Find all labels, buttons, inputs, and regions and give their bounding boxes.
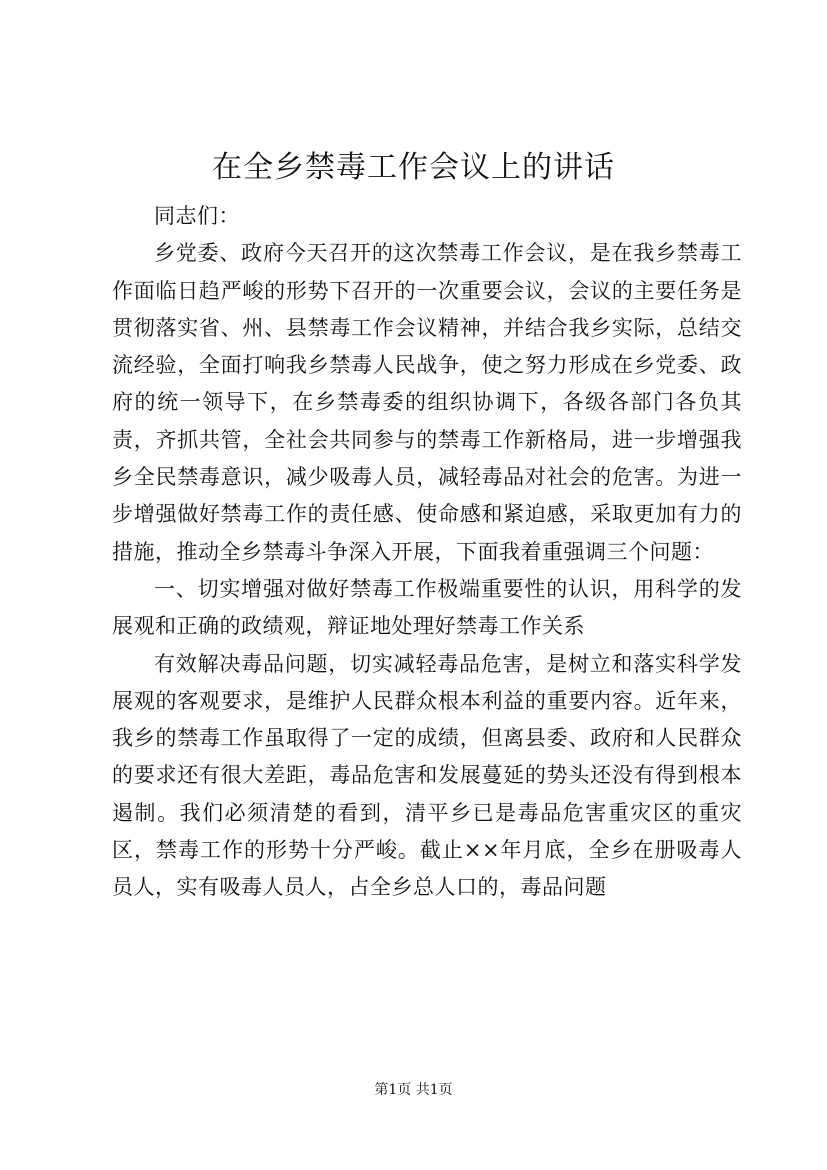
salutation: 同志们： — [154, 204, 240, 228]
paragraph: 有效解决毒品问题，切实减轻毒品危害，是树立和落实科学发展观的客观要求，是维护人民群众根本利益的重要内容。近年来，我乡的禁毒工作虽取得了一定的成绩，但离县委、政府和人民群众的要求还有很大差距，毒品危害和发展蔓延的势头还没有得到根本遏制。我们必须清楚的看到，清平乡已是毒品危害重灾区的重灾区，禁毒工作的形势十分严峻。截止××年月底，全乡在册吸毒人员人，实有吸毒人员人，占全乡总人口的，毒品问题 — [112, 651, 742, 900]
paragraph: 乡党委、政府今天召开的这次禁毒工作会议，是在我乡禁毒工作面临日趋严峻的形势下召开的一次重要会议，会议的主要任务是贯彻落实省、州、县禁毒工作会议精神，并结合我乡实际，总结交流经验，全面打响我乡禁毒人民战争，使之努力形成在乡党委、政府的统一领导下，在乡禁毒委的组织协调下，各级各部门各负其责，齐抓共管，全社会共同参与的禁毒工作新格局，进一步增强我乡全民禁毒意识，减少吸毒人员，减轻毒品对社会的危害。为进一步增强做好禁毒工作的责任感、使命感和紧迫感，采取更加有力的措施，推动全乡禁毒斗争深入开展，下面我着重强调三个问题： — [112, 241, 742, 564]
document-title: 在全乡禁毒工作会议上的讲话 — [212, 150, 615, 185]
page-footer: 第1页 共1页 — [374, 1082, 453, 1098]
document-body — [112, 198, 742, 907]
section-heading: 一、切实增强对做好禁毒工作极端重要性的认识，用科学的发展观和正确的政绩观，辩证地处理好禁毒工作关系 — [112, 576, 742, 639]
